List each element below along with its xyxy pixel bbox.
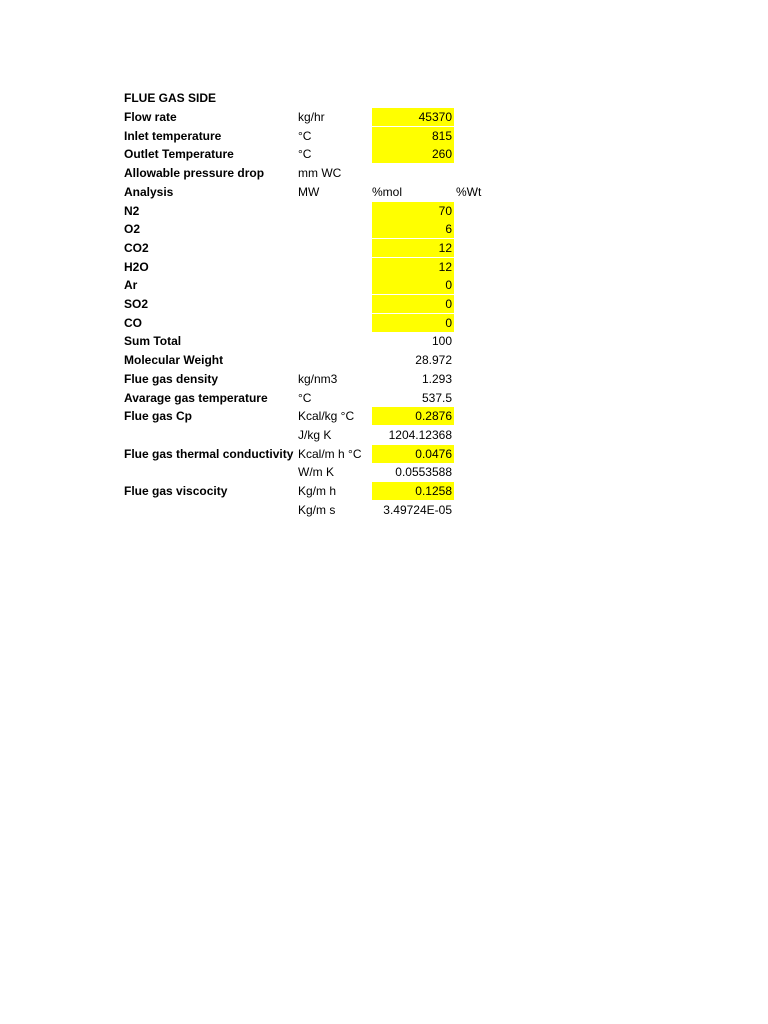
row-label: Flue gas viscocity — [124, 484, 228, 498]
value-cell — [372, 164, 454, 182]
row-label: H2O — [124, 260, 149, 274]
row-unit — [298, 239, 370, 257]
column-header-wt: %Wt — [456, 185, 482, 199]
input-value-cell[interactable]: 0.0476 — [372, 445, 454, 463]
row-unit — [298, 202, 370, 220]
value-cell: 1.293 — [421, 372, 452, 386]
input-value-cell[interactable]: 12 — [372, 239, 454, 257]
row-label: CO — [124, 316, 142, 330]
row-unit: mm WC — [298, 166, 342, 180]
value-cell: %mol — [372, 185, 403, 199]
row-label: Analysis — [124, 185, 174, 199]
row-label: Allowable pressure drop — [124, 166, 265, 180]
input-value-cell[interactable]: 45370 — [372, 108, 454, 126]
row-label: CO2 — [124, 241, 149, 255]
row-unit — [298, 351, 370, 369]
value-cell: 0.0553588 — [395, 465, 452, 479]
value-cell: 28.972 — [415, 353, 452, 367]
row-unit: Kcal/kg °C — [298, 409, 355, 423]
row-unit — [298, 220, 370, 238]
row-unit: Kcal/m h °C — [298, 447, 362, 461]
row-unit — [298, 314, 370, 332]
row-unit — [298, 332, 370, 350]
row-unit — [298, 295, 370, 313]
input-value-cell[interactable]: 0 — [372, 295, 454, 313]
row-label: N2 — [124, 204, 140, 218]
input-value-cell[interactable]: 0.2876 — [372, 407, 454, 425]
row-unit: MW — [298, 185, 320, 199]
row-label: Outlet Temperature — [124, 147, 234, 161]
row-unit: Kg/m s — [298, 503, 336, 517]
row-label: Sum Total — [124, 334, 182, 348]
row-unit: kg/nm3 — [298, 372, 338, 386]
row-label: Flow rate — [124, 110, 177, 124]
row-label: SO2 — [124, 297, 149, 311]
row-unit: J/kg K — [298, 428, 332, 442]
input-value-cell[interactable]: 0.1258 — [372, 482, 454, 500]
row-unit: kg/hr — [298, 110, 325, 124]
row-label — [124, 501, 294, 519]
value-cell: 537.5 — [421, 391, 452, 405]
row-label — [124, 463, 294, 481]
row-label: O2 — [124, 222, 141, 236]
value-cell: 1204.12368 — [388, 428, 452, 442]
row-unit: °C — [298, 147, 312, 161]
value-cell: 3.49724E-05 — [383, 503, 452, 517]
row-label: Inlet temperature — [124, 129, 222, 143]
input-value-cell[interactable]: 815 — [372, 127, 454, 145]
input-value-cell[interactable]: 12 — [372, 258, 454, 276]
row-unit: Kg/m h — [298, 484, 337, 498]
row-unit: °C — [298, 129, 312, 143]
row-label: Molecular Weight — [124, 353, 224, 367]
row-unit — [298, 276, 370, 294]
input-value-cell[interactable]: 70 — [372, 202, 454, 220]
input-value-cell[interactable]: 6 — [372, 220, 454, 238]
value-cell: 100 — [431, 334, 452, 348]
row-label: Flue gas thermal conductivity — [124, 447, 294, 461]
row-label: Flue gas Cp — [124, 409, 193, 423]
input-value-cell[interactable]: 0 — [372, 276, 454, 294]
row-unit: °C — [298, 391, 312, 405]
row-unit: W/m K — [298, 465, 334, 479]
sheet-title: FLUE GAS SIDE — [124, 91, 217, 105]
input-value-cell[interactable]: 0 — [372, 314, 454, 332]
row-label: Flue gas density — [124, 372, 219, 386]
row-label: Avarage gas temperature — [124, 391, 268, 405]
row-label — [124, 426, 294, 444]
row-unit — [298, 258, 370, 276]
input-value-cell[interactable]: 260 — [372, 145, 454, 163]
row-label: Ar — [124, 278, 138, 292]
